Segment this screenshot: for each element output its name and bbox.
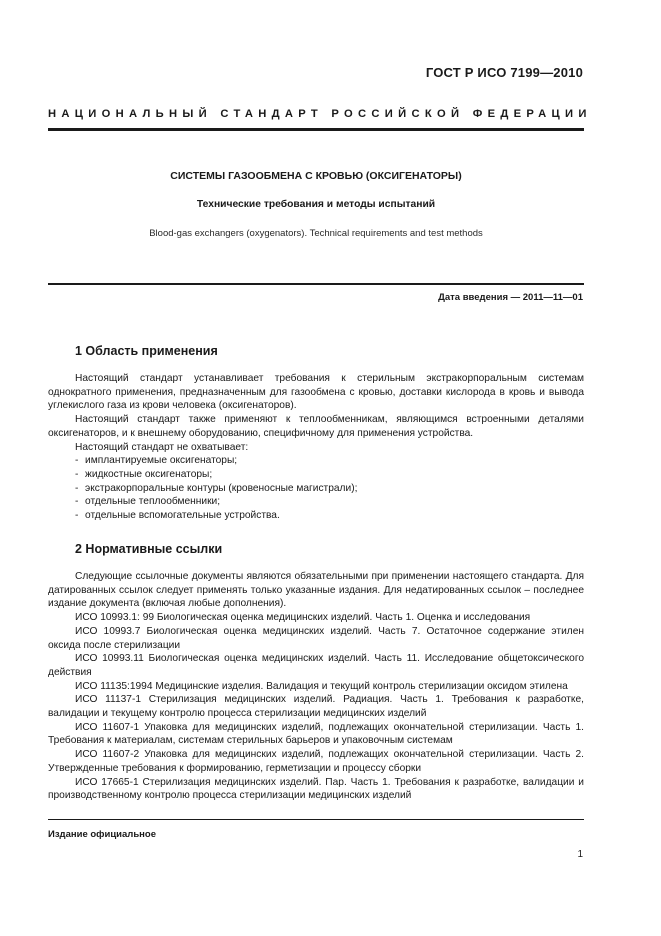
- introduction-date: Дата введения — 2011—11—01: [438, 292, 583, 303]
- reference-item: ИСО 11137-1 Стерилизация медицинских изделий. Радиация. Часть 1. Требования к разработке, валидации и текущему контролю процесса стерилизации медицинских изделий: [48, 694, 584, 720]
- section-heading: 1 Область применения: [75, 344, 218, 358]
- header-rule: [48, 128, 584, 131]
- page-number: 1: [577, 849, 583, 860]
- edition-label: Издание официальное: [48, 829, 156, 840]
- national-standard-banner: НАЦИОНАЛЬНЫЙ СТАНДАРТ РОССИЙСКОЙ ФЕДЕРАЦИИ: [48, 108, 592, 120]
- paragraph: Настоящий стандарт не охватывает:: [75, 441, 249, 453]
- list-item: - имплантируемые оксигенаторы;: [75, 455, 238, 467]
- exclusion-list: [48, 454, 584, 523]
- document-title: СИСТЕМЫ ГАЗООБМЕНА С КРОВЬЮ (ОКСИГЕНАТОРЫ): [170, 170, 462, 182]
- paragraph: Настоящий стандарт устанавливает требования к стерильным экстракорпоральным системам однократного применения, предназначенным для газообмена с кровью, доставки кислорода в кровь и вывода углекислого газа из крови человека (оксигенаторов).: [48, 373, 584, 412]
- footer-rule: [48, 819, 584, 820]
- reference-item: ИСО 10993.11 Биологическая оценка медицинских изделий. Часть 11. Исследование общетоксического действия: [48, 653, 584, 678]
- list-item: - жидкостные оксигенаторы;: [75, 468, 213, 480]
- reference-item: ИСО 17665-1 Стерилизация медицинских изделий. Пар. Часть 1. Требования к разработке, валидации и производственному контролю процесса стерилизации медицинских изделий: [48, 776, 584, 802]
- reference-item: ИСО 11607-1 Упаковка для медицинских изделий, подлежащих окончательной стерилизации. Часть 1. Требования к материалам, системам стерильных барьеров и упаковочным системам: [48, 721, 584, 747]
- document-subtitle: Технические требования и методы испытаний: [196, 199, 436, 210]
- reference-item: ИСО 11607-2 Упаковка для медицинских изделий, подлежащих окончательной стерилизации. Часть 2. Утвержденные требования к формированию, герметизации и процессу сборки: [48, 749, 584, 774]
- english-title: Blood-gas exchangers (oxygenators). Technical requirements and test methods: [149, 228, 483, 239]
- title-rule: [48, 283, 584, 285]
- paragraph: Следующие ссылочные документы являются обязательными при применении настоящего стандарта. Для датированных ссылок следует применять только указанные издания. Для недатированных ссылок – последнее издание документа (включая любые дополнения).: [48, 571, 584, 610]
- reference-item: ИСО 10993.7 Биологическая оценка медицинских изделий. Часть 7. Остаточное содержание этилен оксида после стерилизации: [48, 625, 584, 651]
- document-code: ГОСТ Р ИСО 7199—2010: [425, 65, 583, 80]
- section-heading: 2 Нормативные ссылки: [75, 542, 223, 556]
- section-normative-references: [48, 541, 584, 803]
- paragraph: Настоящий стандарт также применяют к теплообменникам, являющимся встроенными деталями оксигенаторов, и к внешнему оборудованию, специфичному для применения устройства.: [48, 414, 584, 439]
- section-scope: [48, 343, 584, 523]
- list-item: - отдельные вспомогательные устройства.: [75, 510, 280, 522]
- reference-item: ИСО 10993.1: 99 Биологическая оценка медицинских изделий. Часть 1. Оценка и исследования: [75, 612, 531, 624]
- reference-item: ИСО 11135:1994 Медицинские изделия. Валидация и текущий контроль стерилизации оксидом этилена: [75, 680, 568, 692]
- list-item: - экстракорпоральные контуры (кровеносные магистрали);: [75, 482, 358, 494]
- list-item: - отдельные теплообменники;: [75, 496, 221, 508]
